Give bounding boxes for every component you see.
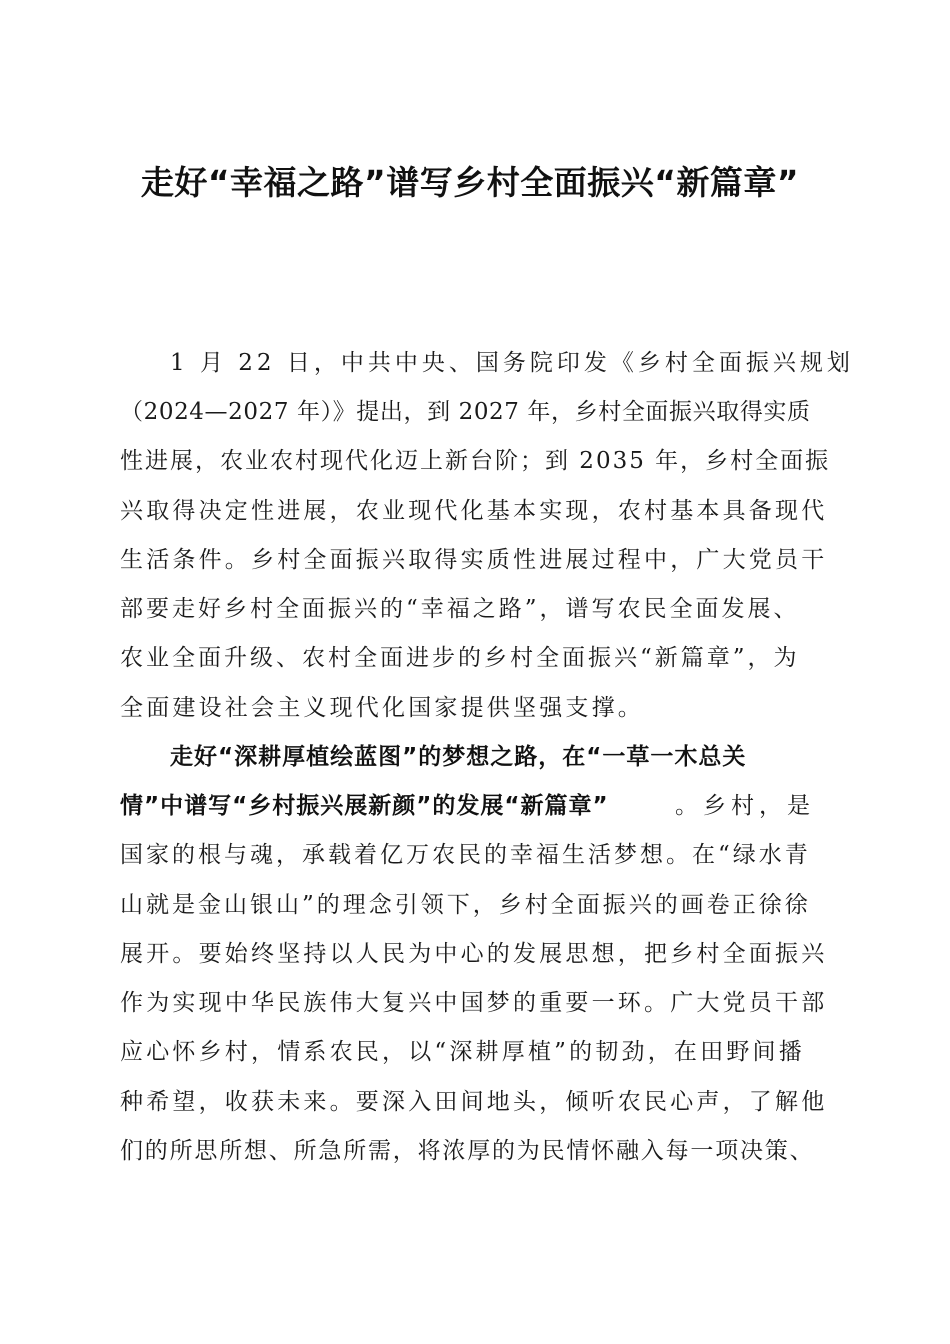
paragraph-1-line — [0, 545, 950, 595]
paragraph-2-line — [0, 1087, 950, 1137]
paragraph-2-line — [0, 742, 950, 792]
paragraph-1-line-text: 1 月 22 日，中共中央、国务院印发《乡村全面振兴规划 — [170, 350, 854, 376]
paragraph-1-line-text: 兴取得决定性进展，农业现代化基本实现，农村基本具备现代 — [120, 498, 828, 524]
paragraph-2-line-text: 种希望，收获未来。要深入田间地头，倾听农民心声，了解他 — [120, 1089, 828, 1115]
paragraph-2-line-text: 。乡村，是 — [675, 793, 815, 819]
paragraph-1-line-text: 全面建设社会主义现代化国家提供坚强支撑。 — [120, 695, 644, 721]
paragraph-1-line — [0, 643, 950, 693]
paragraph-1-line-text: 生活条件。乡村全面振兴取得实质性进展过程中，广大党员干 — [120, 547, 828, 573]
paragraph-1-line — [0, 594, 950, 644]
paragraph-2-line-text: 作为实现中华民族伟大复兴中国梦的重要一环。广大党员干部 — [120, 990, 828, 1016]
paragraph-2-line — [0, 988, 950, 1038]
paragraph-2-line — [0, 791, 950, 841]
paragraph-1-line — [0, 693, 950, 743]
paragraph-1-line — [0, 348, 950, 398]
paragraph-2-line-text: 山就是金山银山”的理念引领下，乡村全面振兴的画卷正徐徐 — [120, 892, 811, 918]
paragraph-2-line-text: 展开。要始终坚持以人民为中心的发展思想，把乡村全面振兴 — [120, 941, 828, 967]
paragraph-2-line — [0, 1136, 950, 1186]
paragraph-1-line-text: 农业全面升级、农村全面进步的乡村全面振兴“新篇章”，为 — [120, 645, 800, 671]
paragraph-2-line — [0, 890, 950, 940]
paragraph-2-line — [0, 939, 950, 989]
paragraph-1-line-text: （2024—2027 年）》提出，到 2027 年，乡村全面振兴取得实质 — [120, 399, 811, 425]
paragraph-2-lead-text: 走好“深耕厚植绘蓝图”的梦想之路，在“一草一木总关 — [170, 744, 747, 770]
paragraph-1-line — [0, 496, 950, 546]
paragraph-1-line-text: 部要走好乡村全面振兴的“幸福之路”，谱写农民全面发展、 — [120, 596, 800, 622]
paragraph-2-line-text: 应心怀乡村，情系农民，以“深耕厚植”的韧劲，在田野间播 — [120, 1039, 805, 1065]
paragraph-1-line — [0, 446, 950, 496]
paragraph-1-line — [0, 397, 950, 447]
paragraph-2-lead-text: 情”中谱写“乡村振兴展新颜”的发展“新篇章” — [120, 793, 609, 819]
paragraph-2-line — [0, 840, 950, 890]
paragraph-2-line-text: 国家的根与魂，承载着亿万农民的幸福生活梦想。在“绿水青 — [120, 842, 811, 868]
document-title: 走好“幸福之路”谱写乡村全面振兴“新篇章” — [140, 163, 800, 202]
paragraph-2-line — [0, 1037, 950, 1087]
paragraph-1-line-text: 性进展，农业农村现代化迈上新台阶；到 2035 年，乡村全面振 — [120, 448, 831, 474]
paragraph-2-line-text: 们的所思所想、所急所需，将浓厚的为民情怀融入每一项决策、 — [120, 1138, 815, 1164]
